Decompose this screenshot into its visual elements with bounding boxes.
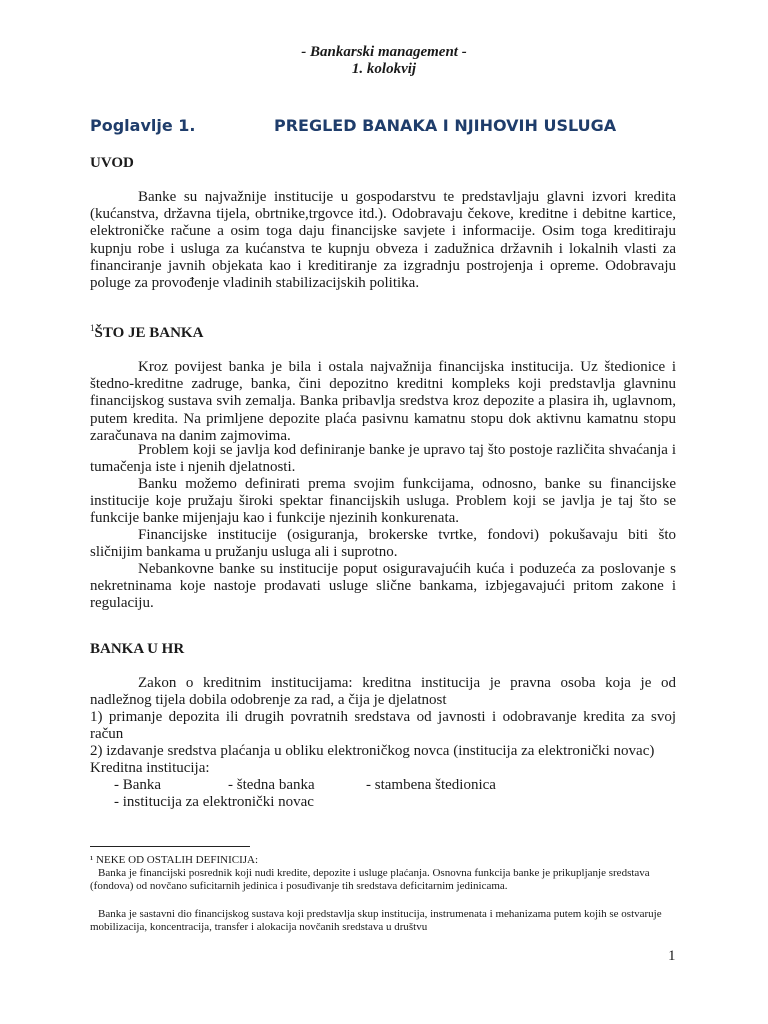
paragraph-hr-1: Zakon o kreditnim institucijama: kreditna institucija je pravna osoba koja je od nadležnog tijela dobila odobrenje za rad, a čija je djelatnost [90,675,676,709]
list-title: Kreditna institucija: [90,760,210,776]
footnote-divider [90,846,250,847]
list-item: - Banka [114,777,162,793]
paragraph-sto-4: Financijske institucije (osiguranja, brokerske tvrtke, fondovi) pokušavaju biti što sličnijim bankama u pružanju usluga ali i suprotno. [90,527,676,561]
chapter-number: Poglavlje 1. [90,116,196,135]
paragraph-sto-2: Problem koji se javlja kod definiranje banke je upravo taj što postoje različita shvaćanja i tumačenja iste i njenih djelatnosti. [90,442,676,476]
section-heading-banka-u-hr: BANKA U HR [90,641,185,657]
document-header [0,44,768,78]
list-item: - stambena štedionica [366,777,496,793]
paragraph-sto-5: Nebankovne banke su institucije poput osiguravajućih kuća i poduzeća za poslovanje s nekretninama koje nastoje prodavati usluge slične bankama, izbjegavajući pritom zakone i regulaciju. [90,561,676,612]
list-item: - institucija za elektronički novac [114,794,314,810]
paragraph-uvod: Banke su najvažnije institucije u gospodarstvu te predstavljaju glavni izvori kredita (kućanstva, državna tijela, obrtnike,trgovce itd.). Odobravaju čekove, kreditne i debitne kartice, elektroničke račune a osim toga daju financijske savjete i informacije. Osim toga kreditiraju kupnju robe i usluga za kućanstva te kupnju obveza i zadužnica državnih i lokalnih vlasti za financiranje javnih objekata kao i kreditiranje za izgradnju postrojenja i opreme. Odobravaju poluge za provođenje vladinih stabilizacijskih politika. [90,189,676,292]
footnote-paragraph-2: Banka je sastavni dio financijskog sustava koji predstavlja skup institucija, instrumenata i mehanizama putem kojih se ostvaruje mobilizacija, koncentracija, transfer i alokacija novčanih sredstava u društvu [90,908,662,933]
footnote-marker: 1 [90,323,95,333]
paragraph-hr-item-1: 1) primanje depozita ili drugih povratnih sredstava od javnosti i odobravanje kredita za svoj račun [90,709,676,743]
chapter-title: PREGLED BANAKA I NJIHOVIH USLUGA [274,116,617,135]
header-exam-label: 1. kolokvij [351,61,417,77]
paragraph-sto-1: Kroz povijest banka je bila i ostala najvažnija financijska institucija. Uz štedionice i štedno-kreditne zadruge, banka, čini depozitno kreditni kompleks koji predstavlja glavninu financijskog sustava svih zemalja. Banka pribavlja sredstva kroz depozite a plasira ih, uglavnom, putem kredita. Na primljene depozite plaća pasivnu kamatnu stopu dok aktivnu kamatnu stopu zaračunava na danim zajmovima. [90,359,676,444]
section-heading-sto-je-banka: $^1$ŠTO JE BANKA [90,323,204,341]
list-item: - štedna banka [228,777,315,793]
footnote-title: ¹ NEKE OD OSTALIH DEFINICIJA: [90,854,259,866]
paragraph-hr-item-2: 2) izdavanje sredstva plaćanja u obliku elektroničkog novca (institucija za elektronički novac) [90,743,655,759]
page-number: 1 [668,948,676,964]
header-course-title: - Bankarski management - [301,44,467,60]
section-heading-uvod: UVOD [90,155,134,171]
paragraph-sto-3: Banku možemo definirati prema svojim funkcijama, odnosno, banke su financijske institucije koje pružaju široki spektar financijskih usluga. Problem koji se javlja je taj što se funkcije banke mijenjaju kao i funkcije njezinih konkurenata. [90,476,676,527]
footnote-paragraph-1: Banka je financijski posrednik koji nudi kredite, depozite i usluge plaćanja. Osnovna funkcija banke je prikupljanje sredstava (fondova) od novčano suficitarnih jedinica i posuđivanje tih sredstava deficitarnim jedinicama. [90,867,650,892]
